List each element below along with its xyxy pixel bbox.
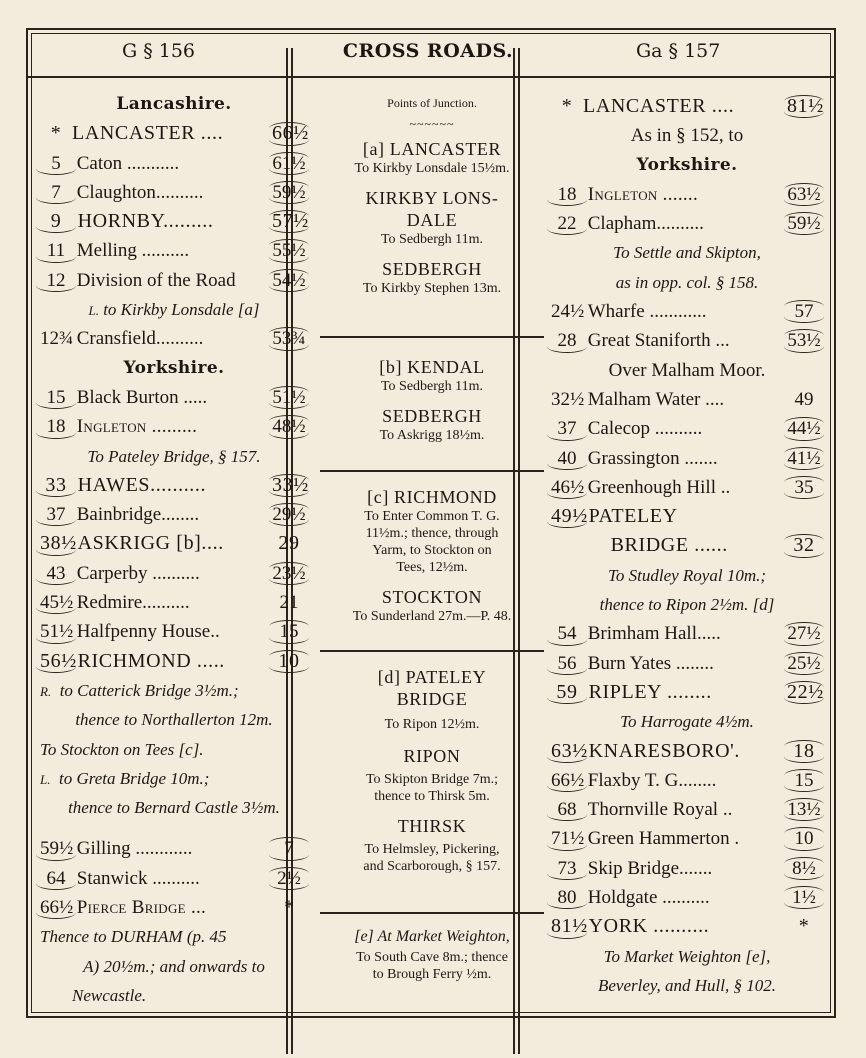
route-row: 32½ Malham Water .... 49: [551, 388, 814, 410]
route-row: 22 Clapham.......... 59½: [551, 209, 823, 238]
junction-text: To Sunderland 27m.—P. 48.: [352, 609, 512, 624]
route-note: Over Malham Moor.: [608, 359, 766, 381]
junction-text: To Sedbergh 11m.: [380, 232, 484, 247]
route-row: 43 Carperby .......... 23½: [40, 559, 308, 588]
right-section-number: Ga § 157: [636, 40, 721, 62]
branch-note: To Pateley Bridge, § 157.: [87, 446, 261, 466]
route-row: 11 Melling .......... 55½: [40, 236, 308, 265]
branch-note: thence to Ripon 2½m. [d]: [599, 595, 775, 615]
branch-note: as in opp. col. § 158.: [615, 272, 759, 292]
junction-label: Points of Junction.: [387, 96, 477, 110]
route-note: As in § 152, to: [630, 125, 744, 147]
branch-note: To Settle and Skipton,: [613, 243, 761, 263]
junction-text: To Sedbergh 11m.: [380, 379, 484, 394]
branch-note: Beverley, and Hull, § 102.: [598, 975, 776, 995]
junction-heading: SEDBERGH: [382, 406, 482, 426]
route-row: 80 Holdgate .......... 1½: [551, 883, 823, 912]
divider: [320, 470, 544, 472]
route-row: 66½ Flaxby T. G........ 15: [551, 766, 823, 795]
route-row: 49½ PATELEY: [551, 502, 823, 531]
route-row: * LANCASTER .... 81½: [551, 92, 823, 121]
route-row: 59½ Gilling ............ 7: [40, 834, 308, 863]
branch-note: To Market Weighton [e],: [603, 946, 771, 966]
junction-heading: [c] RICHMOND: [367, 487, 497, 507]
route-row: 66½ Pierce Bridge ... *: [40, 893, 308, 922]
left-route-column: [40, 90, 308, 1010]
route-row: 18 Ingleton ......... 48½: [40, 412, 308, 441]
route-row: 12 Division of the Road 54½: [40, 266, 308, 295]
route-row: 37 Calecop .......... 44½: [551, 414, 823, 443]
spacer: [40, 822, 308, 834]
junction-heading: STOCKTON: [381, 587, 483, 607]
junction-heading: BRIDGE: [396, 689, 468, 709]
route-row: 68 Thornville Royal .. 13½: [551, 795, 823, 824]
branch-note: Newcastle.: [72, 985, 147, 1005]
county-heading: Yorkshire.: [123, 357, 225, 378]
county-heading: Yorkshire.: [636, 154, 738, 175]
branch-note: thence to Bernard Castle 3½m.: [68, 798, 280, 818]
junction-text: Tees, 12½m.: [396, 560, 468, 575]
route-row: 56½ RICHMOND ..... 10: [40, 647, 308, 676]
divider: [320, 336, 544, 338]
junction-heading: [e] At Market Weighton,: [354, 928, 510, 945]
divider: [320, 912, 544, 914]
branch-note: Thence to DURHAM (p. 45: [40, 927, 227, 947]
junction-text: To Enter Common T. G.: [364, 509, 500, 524]
route-row: 63½ KNARESBORO'. 18: [551, 737, 823, 766]
junction-heading: [d] PATELEY: [377, 667, 487, 687]
junction-text: To Ripon 12½m.: [384, 717, 480, 732]
junction-text: To Kirkby Lonsdale 15½m.: [354, 161, 510, 176]
route-row: 45½ Redmire.......... 21: [40, 588, 308, 617]
junction-text: To Skipton Bridge 7m.;: [365, 772, 499, 787]
route-row: 51½ Halfpenny House.. 15: [40, 617, 308, 646]
route-row: 54 Brimham Hall..... 27½: [551, 619, 823, 648]
junction-text: to Brough Ferry ½m.: [372, 967, 492, 982]
route-row: 37 Bainbridge........ 29½: [40, 500, 308, 529]
running-header: [28, 30, 834, 78]
route-row: 5 Caton ........... 61½: [40, 149, 308, 178]
junction-text: 11½m.; thence, through: [365, 526, 499, 541]
route-row: 81½ YORK .......... *: [551, 912, 823, 941]
junction-text: To South Cave 8m.; thence: [356, 950, 508, 965]
route-row: 38½ ASKRIGG [b].... 29: [40, 529, 308, 558]
branch-note: L. to Kirkby Lonsdale [a]: [88, 300, 260, 320]
route-row: 9 HORNBY......... 57½: [40, 207, 308, 236]
branch-note: To Harrogate 4½m.: [620, 712, 754, 732]
route-row: 12¾ Cransfield.......... 53¾: [40, 324, 308, 353]
route-row: 28 Great Staniforth ... 53½: [551, 326, 823, 355]
route-row: 24½ Wharfe ............ 57: [551, 297, 823, 326]
junction-heading: KIRKBY LONS-: [365, 188, 499, 208]
route-row: 59 RIPLEY ........ 22½: [551, 678, 823, 707]
route-row: 7 Claughton.......... 59½: [40, 178, 308, 207]
route-row: 15 Black Burton ..... 51½: [40, 383, 308, 412]
route-row: 33 HAWES.......... 33½: [40, 471, 308, 500]
junction-text: thence to Thirsk 5m.: [374, 789, 490, 804]
junction-text: To Kirkby Stephen 13m.: [362, 281, 502, 296]
junction-text: To Helmsley, Pickering,: [364, 842, 500, 857]
branch-note: To Studley Royal 10m.;: [607, 565, 767, 585]
branch-note: A) 20½m.; and onwards to: [83, 956, 265, 976]
branch-note: To Stockton on Tees [c].: [40, 739, 204, 759]
junction-heading: RIPON: [403, 746, 461, 766]
junction-heading: [a] LANCASTER: [362, 139, 502, 159]
junction-text: and Scarborough, § 157.: [363, 859, 501, 874]
route-row: 64 Stanwick .......... 2½: [40, 864, 308, 893]
route-row: 40 Grassington ....... 41½: [551, 444, 823, 473]
junction-text: Yarm, to Stockton on: [372, 543, 492, 558]
branch-note: R. to Catterick Bridge 3½m.;: [40, 680, 239, 700]
route-row: 56 Burn Yates ........ 25½: [551, 649, 823, 678]
branch-note: thence to Northallerton 12m.: [75, 710, 273, 730]
branch-note: L. to Greta Bridge 10m.;: [40, 768, 210, 788]
divider: [320, 650, 544, 652]
ornament: ~~~~~~: [409, 117, 455, 131]
junction-heading: DALE: [406, 210, 458, 230]
page-title: CROSS ROADS.: [342, 40, 514, 62]
route-row: BRIDGE ...... 32: [551, 531, 823, 560]
route-row: 46½ Greenhough Hill .. 35: [551, 473, 823, 502]
junction-column: [322, 90, 542, 1000]
junction-heading: [b] KENDAL: [379, 357, 485, 377]
left-section-number: G § 156: [122, 40, 196, 62]
county-heading: Lancashire.: [116, 94, 232, 114]
right-route-column: [551, 92, 823, 1000]
junction-heading: SEDBERGH: [382, 259, 482, 279]
junction-text: To Askrigg 18½m.: [379, 428, 485, 443]
junction-heading: THIRSK: [397, 816, 467, 836]
route-row: 18 Ingleton ....... 63½: [551, 180, 823, 209]
route-row: 71½ Green Hammerton . 10: [551, 824, 823, 853]
route-row: * LANCASTER .... 66½: [40, 119, 308, 148]
route-row: 73 Skip Bridge....... 8½: [551, 854, 823, 883]
